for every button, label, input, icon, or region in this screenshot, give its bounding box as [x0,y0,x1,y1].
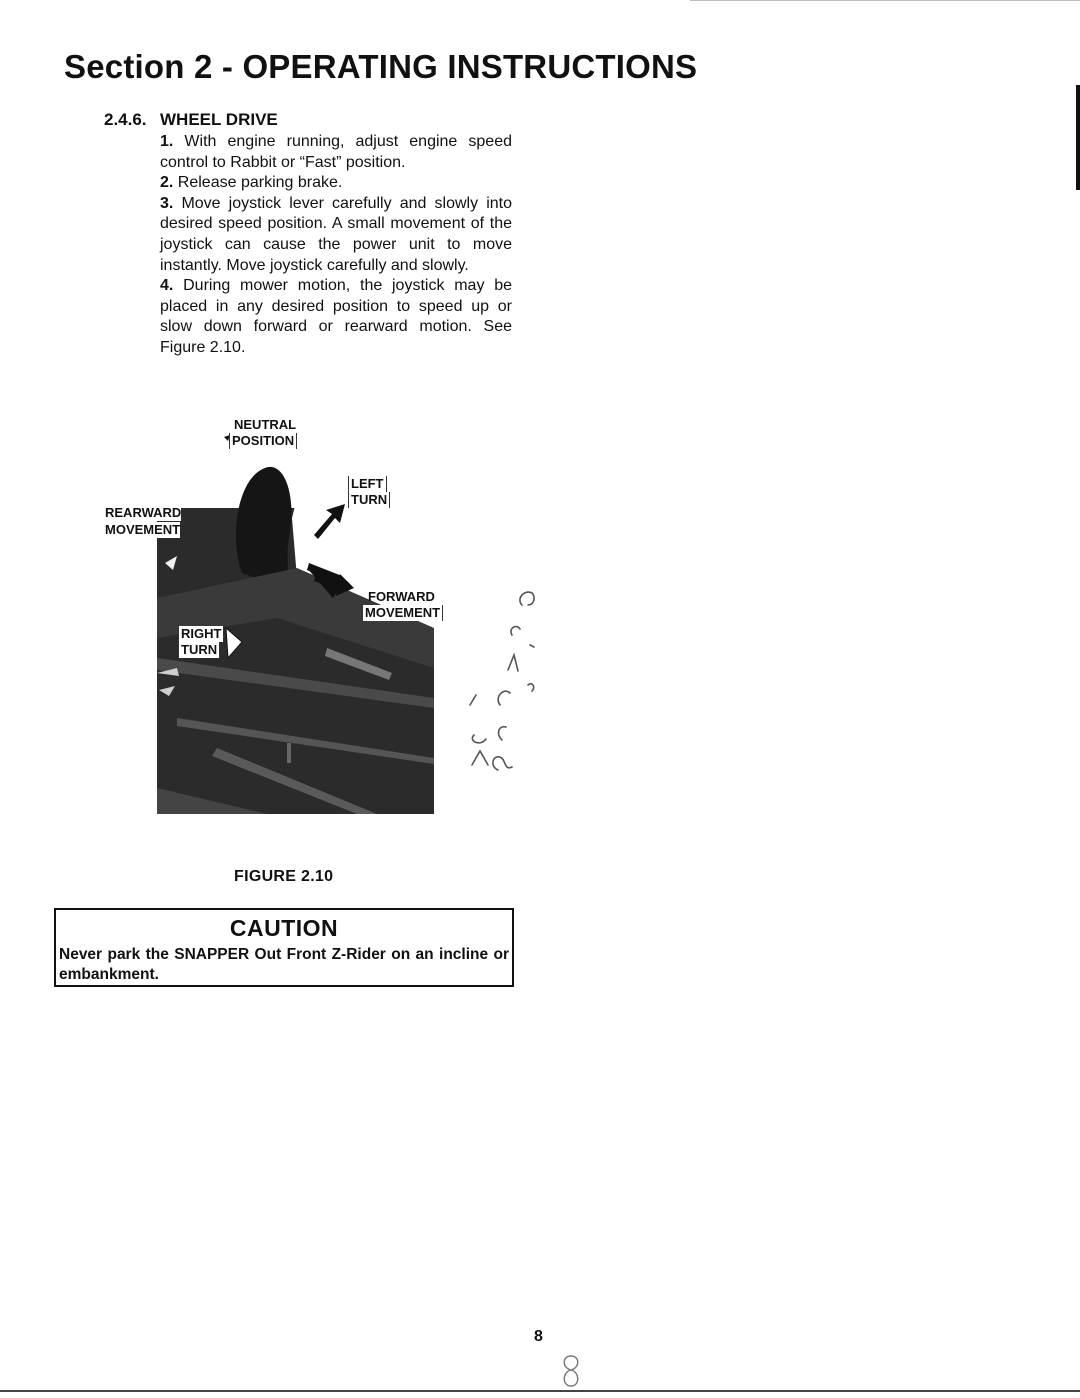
instruction-steps [160,132,512,359]
label-forward-movement: MOVEMENT [362,605,443,621]
step-number: 3. [160,194,174,212]
section-title: Section 2 - OPERATING INSTRUCTIONS [64,48,698,85]
label-right-turn: TURN [178,642,220,658]
step-number: 4. [160,277,174,295]
step-4 [160,276,512,358]
handwritten-page-number-icon [556,1352,586,1392]
scan-edge-bottom [0,1390,1080,1392]
subsection-number: 2.4.6. [104,110,147,129]
label-left: LEFT [348,476,387,492]
handwritten-margin-note-icon [450,575,560,785]
step-2 [160,173,512,194]
label-neutral: NEUTRAL [234,417,297,432]
label-rearward: REARWARD [105,505,182,520]
subsection-heading [104,110,278,130]
step-text: With engine running, adjust engine speed control to Rabbit or “Fast” position. [160,133,512,171]
step-text: Move joystick lever carefully and slowly into desired speed position. A small movement of the joystick can cause the power unit to move instantly. Move joystick carefully and slowly. [160,194,512,274]
label-rearward-movement: MOVEMENT [105,522,181,537]
step-text: During mower motion, the joystick may be placed in any desired position to speed up or slow down forward or rearward motion. See Figure 2.10. [160,277,512,356]
scan-edge-top [690,0,1080,1]
caution-title: CAUTION [229,915,339,941]
step-1 [160,132,512,173]
label-left-turn: TURN [348,492,390,508]
label-forward: FORWARD [368,589,435,604]
right-turn-arrow-icon [226,628,242,658]
step-number: 2. [160,174,174,192]
label-right: RIGHT [178,626,224,642]
forward-arrow-icon [314,573,354,596]
caution-text: Never park the SNAPPER Out Front Z-Rider on an incline or embankment. [59,946,509,983]
figure-caption: FIGURE 2.10 [234,868,334,885]
step-text: Release parking brake. [177,174,343,192]
page-number: 8 [534,1328,543,1345]
left-turn-arrow-icon [314,504,345,539]
label-position: POSITION [229,433,297,449]
subsection-title: WHEEL DRIVE [160,110,278,129]
scan-edge-right [1076,85,1080,190]
step-3 [160,194,512,276]
step-number: 1. [160,133,174,150]
caution-box [54,908,514,987]
